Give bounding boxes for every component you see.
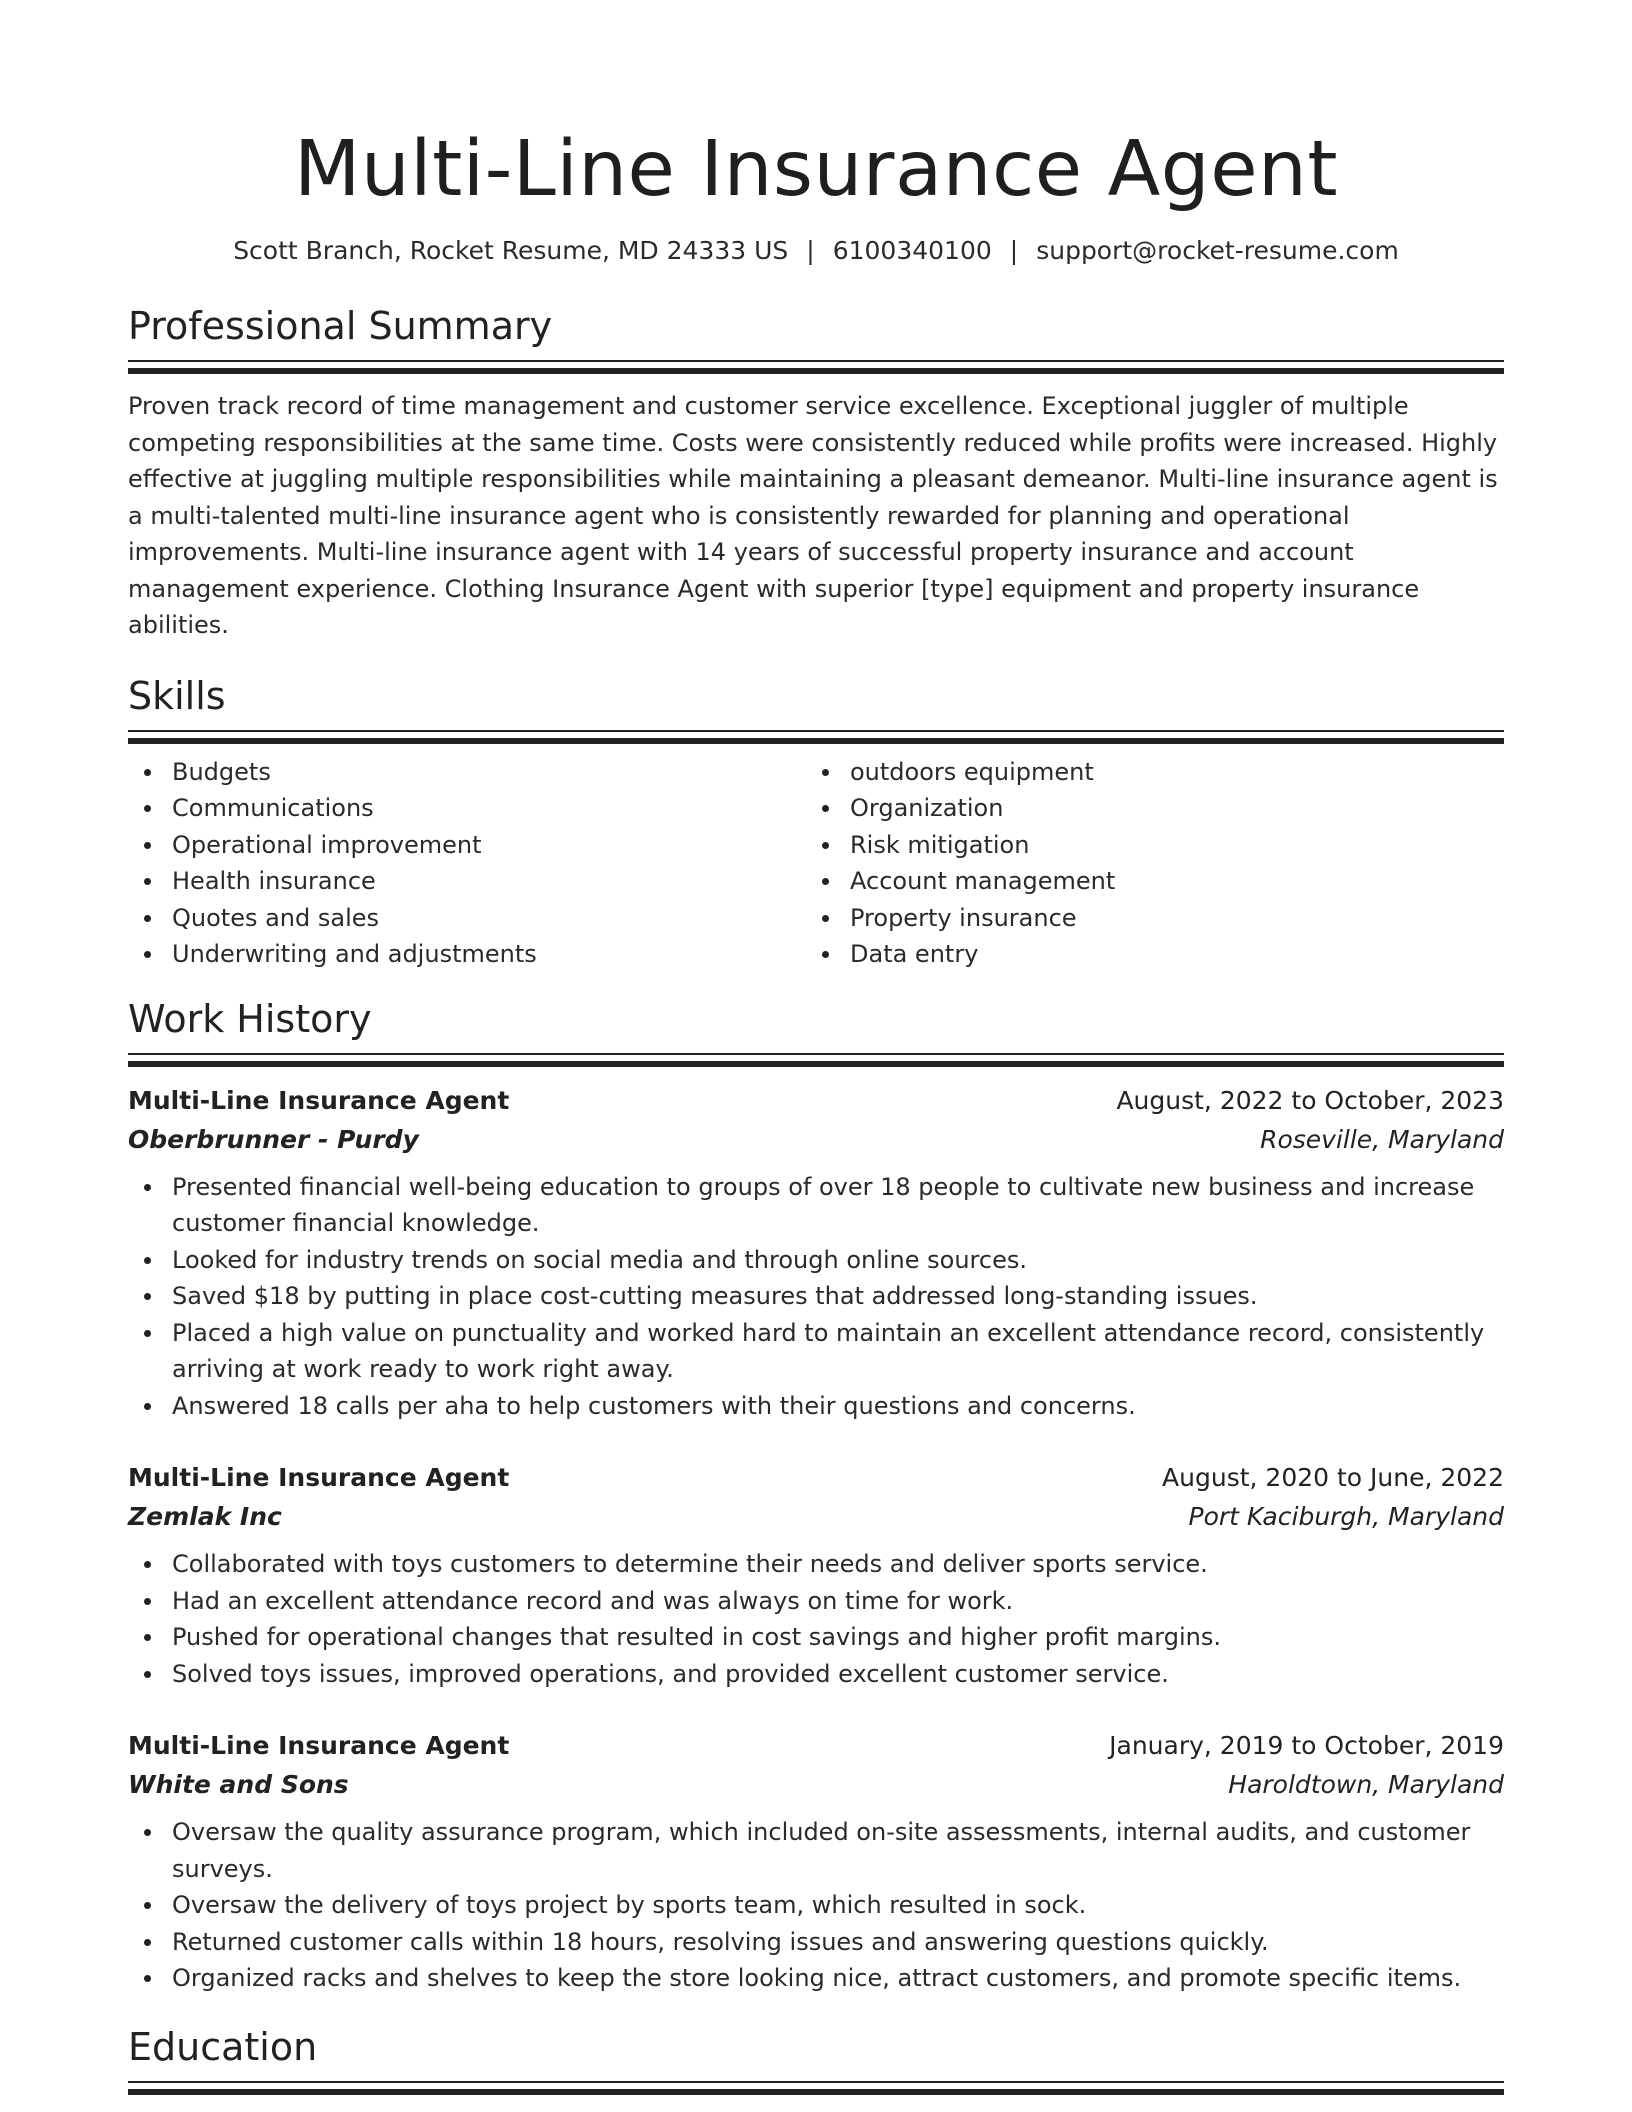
job-location: Haroldtown, Maryland bbox=[1228, 1770, 1504, 1799]
professional-summary-section bbox=[128, 302, 1504, 644]
skill-item: Operational improvement bbox=[128, 827, 806, 864]
skills-list-left bbox=[128, 754, 806, 973]
contact-address: Scott Branch, Rocket Resume, MD 24333 US bbox=[233, 236, 789, 265]
contact-line bbox=[128, 234, 1504, 268]
job-company: Oberbrunner - Purdy bbox=[128, 1124, 419, 1154]
job-bullet: Solved toys issues, improved operations, and provided excellent customer service. bbox=[128, 1656, 1504, 1693]
skill-item: Organization bbox=[806, 790, 1484, 827]
job-subheader bbox=[128, 1497, 1504, 1536]
section-divider bbox=[128, 2081, 1504, 2095]
summary-text: Proven track record of time management and customer service excellence. Exceptional juggler of multiple competing responsibilities at the same time. Costs were consistently reduced while profits were increased. Highly effective at juggling multiple responsibilities while maintaining a pleasant demeanor. Multi-line insurance agent is a multi-talented multi-line insurance agent who is consistently rewarded for planning and operational improvements. Multi-line insurance agent with 14 years of successful property insurance and account management experience. Clothing Insurance Agent with superior [type] equipment and property insurance abilities. bbox=[128, 392, 1498, 639]
job-company: White and Sons bbox=[128, 1770, 349, 1799]
job-bullet: Had an excellent attendance record and was always on time for work. bbox=[128, 1583, 1504, 1620]
job-bullets bbox=[128, 1546, 1504, 1692]
job-bullet: Answered 18 calls per aha to help customers with their questions and concerns. bbox=[128, 1388, 1504, 1425]
job-subheader bbox=[128, 1765, 1504, 1804]
contact-phone: 6100340100 bbox=[832, 236, 992, 265]
skills-columns bbox=[128, 754, 1504, 973]
section-heading-education: Education bbox=[128, 2024, 318, 2069]
job-bullet: Looked for industry trends on social media and through online sources. bbox=[128, 1242, 1504, 1279]
job-bullets bbox=[128, 1814, 1504, 1997]
skill-item: outdoors equipment bbox=[806, 754, 1484, 791]
job-bullet: Oversaw the delivery of toys project by sports team, which resulted in sock. bbox=[128, 1887, 1504, 1924]
skills-list-right bbox=[806, 754, 1484, 973]
job-bullet: Placed a high value on punctuality and worked hard to maintain an excellent attendance record, consistently arriving at work ready to work right away. bbox=[128, 1315, 1504, 1388]
skill-item: Quotes and sales bbox=[128, 900, 806, 937]
job-header bbox=[128, 1726, 1504, 1765]
skill-item: Property insurance bbox=[806, 900, 1484, 937]
skill-item: Underwriting and adjustments bbox=[128, 936, 806, 973]
job-location: Port Kaciburgh, Maryland bbox=[1188, 1502, 1504, 1531]
job-title: Multi-Line Insurance Agent bbox=[128, 1085, 510, 1115]
resume-title: Multi-Line Insurance Agent bbox=[293, 125, 1339, 214]
resume-page bbox=[128, 0, 1504, 2095]
job-bullet: Saved $18 by putting in place cost-cutting measures that addressed long-standing issues. bbox=[128, 1278, 1504, 1315]
job-location: Roseville, Maryland bbox=[1260, 1124, 1504, 1154]
job-entry bbox=[128, 1458, 1504, 1692]
job-company: Zemlak Inc bbox=[128, 1502, 282, 1531]
contact-separator: | bbox=[806, 236, 815, 265]
job-bullet: Pushed for operational changes that resulted in cost savings and higher profit margins. bbox=[128, 1619, 1504, 1656]
work-history-section bbox=[128, 995, 1504, 1997]
skill-item: Communications bbox=[128, 790, 806, 827]
job-dates: January, 2019 to October, 2019 bbox=[1109, 1731, 1504, 1760]
section-divider bbox=[128, 730, 1504, 744]
skill-item: Data entry bbox=[806, 936, 1484, 973]
contact-separator: | bbox=[1009, 236, 1019, 265]
job-subheader bbox=[128, 1120, 1504, 1159]
skill-item: Account management bbox=[806, 863, 1484, 900]
job-header bbox=[128, 1458, 1504, 1497]
skill-item: Budgets bbox=[128, 754, 806, 791]
section-heading-skills: Skills bbox=[128, 673, 226, 718]
job-bullet: Collaborated with toys customers to determine their needs and deliver sports service. bbox=[128, 1546, 1504, 1583]
job-bullet: Organized racks and shelves to keep the store looking nice, attract customers, and promote specific items. bbox=[128, 1960, 1504, 1997]
education-section bbox=[128, 2023, 1504, 2095]
section-divider bbox=[128, 1053, 1504, 1067]
job-bullet: Presented financial well-being education to groups of over 18 people to cultivate new business and increase customer financial knowledge. bbox=[128, 1169, 1504, 1242]
job-header bbox=[128, 1081, 1504, 1120]
section-divider bbox=[128, 360, 1504, 374]
job-bullets bbox=[128, 1169, 1504, 1425]
job-entry bbox=[128, 1726, 1504, 1997]
job-entry bbox=[128, 1081, 1504, 1425]
skills-section bbox=[128, 672, 1504, 973]
job-dates: August, 2020 to June, 2022 bbox=[1162, 1463, 1504, 1492]
job-bullet: Returned customer calls within 18 hours, resolving issues and answering questions quickly. bbox=[128, 1924, 1504, 1961]
skill-item: Health insurance bbox=[128, 863, 806, 900]
section-heading-work: Work History bbox=[128, 996, 372, 1041]
job-title: Multi-Line Insurance Agent bbox=[128, 1463, 510, 1492]
job-title: Multi-Line Insurance Agent bbox=[128, 1731, 510, 1760]
job-dates: August, 2022 to October, 2023 bbox=[1116, 1085, 1504, 1115]
contact-email: support@rocket-resume.com bbox=[1036, 236, 1399, 265]
skill-item: Risk mitigation bbox=[806, 827, 1484, 864]
section-heading-summary: Professional Summary bbox=[128, 304, 553, 348]
job-bullet: Oversaw the quality assurance program, which included on-site assessments, internal audits, and customer surveys. bbox=[128, 1814, 1504, 1887]
